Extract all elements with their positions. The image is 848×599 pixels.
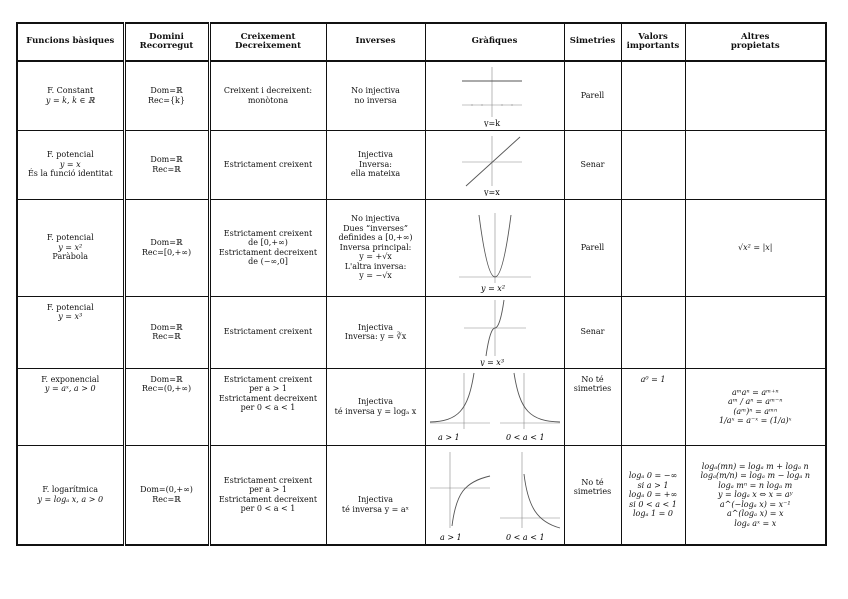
props-cell xyxy=(685,296,826,368)
growth-cell: Creixent i decreixent: monòtona xyxy=(209,61,326,130)
domain-cell: Dom=(0,+∞) Rec=ℝ xyxy=(124,445,209,545)
graph-cell xyxy=(425,130,564,199)
table-row xyxy=(17,199,826,296)
inverse-cell: Injectiva Inversa: ella mateixa xyxy=(326,130,425,199)
graph-cell xyxy=(425,199,564,296)
symmetry-cell: No té simetries xyxy=(564,445,621,545)
header-funcions: Funcions bàsiques xyxy=(17,23,124,61)
table-row xyxy=(17,61,826,130)
domain-cell: Dom=ℝ Rec=ℝ xyxy=(124,296,209,368)
inverse-cell: Injectiva Inversa: y = ∛x xyxy=(326,296,425,368)
props-cell: logₐ(mn) = logₐ m + logₐ n logₐ(m/n) = logₐ m − logₐ n logₐ mⁿ = n logₐ m y = logₐ x ⇔ x = aʸ a^(−logₐ x) = x⁻¹ a^(logₐ x) = x logₐ aˣ = x xyxy=(685,445,826,545)
table-row xyxy=(17,445,826,545)
values-cell: logₐ 0 = −∞ si a > 1 logₐ 0 = +∞ si 0 < a < 1 logₐ 1 = 0 xyxy=(621,445,685,545)
header-inverses: Inverses xyxy=(326,23,425,61)
growth-cell: Estrictament creixent de [0,+∞) Estrictament decreixent de (−∞,0] xyxy=(209,199,326,296)
props-cell: aᵐaⁿ = aᵐ⁺ⁿ aᵐ / aⁿ = aᵐ⁻ⁿ (aᵐ)ⁿ = aᵐⁿ 1/aˣ = a⁻ˣ = (1/a)ˣ xyxy=(685,368,826,445)
graph-parabola xyxy=(455,203,535,293)
header-altres: Altres propietats xyxy=(685,23,826,61)
symmetry-cell: Parell xyxy=(564,61,621,130)
inverse-cell: No injectiva no inversa xyxy=(326,61,425,130)
header-simetries: Simetries xyxy=(564,23,621,61)
symmetry-cell: No té simetries xyxy=(564,368,621,445)
props-cell xyxy=(685,130,826,199)
growth-cell: Estrictament creixent xyxy=(209,296,326,368)
graph-exponential xyxy=(428,371,562,443)
inverse-cell: Injectiva té inversa y = logₐ x xyxy=(326,368,425,445)
values-cell xyxy=(621,199,685,296)
table-row xyxy=(17,130,826,199)
growth-cell: Estrictament creixent per a > 1 Estrictament decreixent per 0 < a < 1 xyxy=(209,445,326,545)
functions-table xyxy=(16,22,827,546)
functions-table-sheet xyxy=(16,22,825,546)
values-cell: a⁰ = 1 xyxy=(621,368,685,445)
domain-cell: Dom=ℝ Rec={k} xyxy=(124,61,209,130)
growth-cell: Estrictament creixent xyxy=(209,130,326,199)
domain-cell: Dom=ℝ Rec=[0,+∞) xyxy=(124,199,209,296)
header-grafiques: Gràfiques xyxy=(425,23,564,61)
symmetry-cell: Senar xyxy=(564,130,621,199)
graph-label: y=x xyxy=(483,187,500,196)
domain-cell: Dom=ℝ Rec=ℝ xyxy=(124,130,209,199)
table-row xyxy=(17,296,826,368)
func-cell: F. Constant y = k, k ∈ ℝ xyxy=(17,61,124,130)
graph-cell xyxy=(425,445,564,545)
graph-cell xyxy=(425,296,564,368)
graph-logarithmic xyxy=(428,448,562,542)
domain-cell: Dom=ℝ Rec=(0,+∞) xyxy=(124,368,209,445)
graph-identity xyxy=(460,134,530,196)
func-cell: F. potencial y = x És la funció identitat xyxy=(17,130,124,199)
graph-cell xyxy=(425,368,564,445)
graph-label-right: 0 < a < 1 xyxy=(505,432,545,442)
func-cell: F. logarítmica y = logₐ x, a > 0 xyxy=(17,445,124,545)
func-cell: F. exponencial y = aˣ, a > 0 xyxy=(17,368,124,445)
values-cell xyxy=(621,296,685,368)
graph-label-left: a > 1 xyxy=(437,432,460,442)
props-cell: √x² = |x| xyxy=(685,199,826,296)
graph-label-left: a > 1 xyxy=(439,532,462,542)
graph-label: y = x³ xyxy=(479,358,504,366)
graph-label: y = x² xyxy=(480,283,505,293)
func-cell: F. potencial y = x³ xyxy=(17,296,124,368)
table-row xyxy=(17,368,826,445)
header-row xyxy=(17,23,826,61)
graph-constant xyxy=(460,65,530,127)
inverse-cell: Injectiva té inversa y = aˣ xyxy=(326,445,425,545)
header-creixement: Creixement Decreixement xyxy=(209,23,326,61)
values-cell xyxy=(621,61,685,130)
props-cell xyxy=(685,61,826,130)
symmetry-cell: Parell xyxy=(564,199,621,296)
header-domini: Domini Recorregut xyxy=(124,23,209,61)
graph-label: y=k xyxy=(483,118,500,127)
values-cell xyxy=(621,130,685,199)
graph-cell xyxy=(425,61,564,130)
func-cell: F. potencial y = x² Paràbola xyxy=(17,199,124,296)
growth-cell: Estrictament creixent per a > 1 Estrictament decreixent per 0 < a < 1 xyxy=(209,368,326,445)
inverse-cell: No injectiva Dues “inverses” definides a [0,+∞) Inversa principal: y = +√x L'altra inversa: y = −√x xyxy=(326,199,425,296)
header-valors: Valors importants xyxy=(621,23,685,61)
graph-cubic xyxy=(460,298,530,366)
symmetry-cell: Senar xyxy=(564,296,621,368)
graph-label-right: 0 < a < 1 xyxy=(505,532,545,542)
